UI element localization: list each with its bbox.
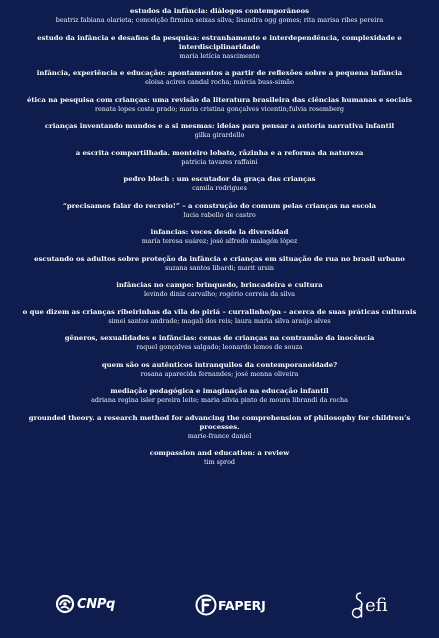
entry-title: mediação pedagógica e imaginação na educação infantil xyxy=(110,387,329,395)
entry-title: gêneros, sexualidades e infâncias: cenas de crianças na contramão da inocência xyxy=(64,334,375,342)
entry-authors: simei santos andrade; magali dos reis; laura maria silva araújo alves xyxy=(108,316,331,325)
entry-authors: patricia tavares raffaini xyxy=(181,157,258,166)
toc-entry xyxy=(0,122,439,139)
entry-title: infancias: voces desde la diversidad xyxy=(150,228,289,236)
entry-title: escutando os adultos sobre proteção da infância e crianças em situação de rua no brasil urbano xyxy=(34,254,405,263)
toc-entry xyxy=(0,334,439,351)
entry-title: a escrita compartilhada. monteiro lobato, rãzinha e a reforma da natureza xyxy=(75,148,364,157)
entry-authors: raquel gonçalves salgado; leonardo lemos de souza xyxy=(136,343,303,351)
entry-authors: marie-france daniel xyxy=(187,431,252,440)
entry-authors: adriana regina isler pereira leite; maria silvia pinto de moura librandi da rocha xyxy=(91,396,348,404)
entry-title: quem são os autênticos intranquilos da contemporaneidade? xyxy=(101,360,338,369)
toc-entry xyxy=(0,202,439,219)
defi-wordmark: efi xyxy=(365,594,388,616)
entry-title: compassion and education: a review xyxy=(149,449,290,457)
toc-entry xyxy=(0,69,439,86)
entry-title: infância, experiência e educação: apontamentos a partir de reflexões sobre a pequena infância xyxy=(36,69,403,77)
entry-authors: tim sprod xyxy=(203,458,236,466)
entry-title: estudo da infância e desafios da pesquisa: estranhamento e interdependência, complexidade e interdisciplinaridade xyxy=(37,33,402,51)
toc-entry xyxy=(0,387,439,404)
toc-entry xyxy=(0,414,439,440)
entry-title: “precisamos falar do recreio!” – a construção do comum pelas crianças na escola xyxy=(62,201,377,210)
toc-entry xyxy=(0,149,439,166)
toc-entry xyxy=(0,96,439,113)
toc-entry xyxy=(0,281,439,298)
toc-entry xyxy=(0,228,439,245)
toc-entry xyxy=(0,7,439,24)
entry-authors: maría teresa suárez; josé alfredo malagón lópez xyxy=(141,237,298,245)
entry-authors: renata lopes costa prado; maria cristina gonçalves vicentin;fulvia rosemberg xyxy=(94,104,345,113)
entry-authors: beatriz fabiana olarieta; conceição firmina seixas silva; lisandra ogg gomes; rita marisa ribes pereira xyxy=(55,16,384,24)
entry-authors: levindo diniz carvalho; rogério correia da silva xyxy=(144,290,295,298)
table-of-contents xyxy=(0,7,439,476)
cnpq-logo xyxy=(55,594,115,614)
entry-authors: rosana aparecida fernandes; josé menna oliveira xyxy=(140,369,299,378)
entry-title: crianças inventando mundos e a si mesmas: ideias para pensar a autoria narrativa infantil xyxy=(44,122,395,130)
toc-entry xyxy=(0,34,439,60)
entry-title: grounded theory. a research method for advancing the comprehension of philosophy for children’s processes. xyxy=(28,413,411,431)
cnpq-swirl-icon xyxy=(55,594,75,614)
faperj-f-icon xyxy=(195,594,217,616)
faperj-logo xyxy=(195,594,266,616)
toc-entry xyxy=(0,175,439,192)
toc-entry xyxy=(0,255,439,272)
entry-title: pedro bloch : um escutador da graça das crianças xyxy=(123,175,316,183)
defi-logo xyxy=(350,590,388,620)
entry-authors: lucia rabello de castro xyxy=(183,210,256,219)
entry-authors: suzana santos libardi; marit ursin xyxy=(164,263,274,272)
cnpq-wordmark: CNPq xyxy=(77,596,116,612)
faperj-wordmark: FAPERJ xyxy=(218,597,266,613)
toc-entry xyxy=(0,361,439,378)
toc-entry xyxy=(0,449,439,466)
entry-authors: camila rodrigues xyxy=(192,184,247,192)
entry-authors: gilka girardello xyxy=(194,131,245,139)
entry-title: estudos da infância: diálogos contemporâneos xyxy=(130,7,309,15)
entry-title: ética na pesquisa com crianças: uma revisão da literatura brasileira das ciências humanas e sociais xyxy=(26,95,413,104)
entry-authors: eloisa acires candal rocha; márcia buss-simão xyxy=(145,78,294,86)
entry-authors: maria letícia nascimento xyxy=(179,51,260,60)
toc-entry xyxy=(0,308,439,325)
entry-title: infâncias no campo: brinquedo, brincadeira e cultura xyxy=(116,281,323,289)
entry-title: o que dizem as crianças ribeirinhas da vila do piriá – curralinho/pa – acerca de suas práticas culturais xyxy=(22,307,417,316)
defi-mark-icon xyxy=(350,590,366,620)
sponsor-logos xyxy=(0,590,439,630)
